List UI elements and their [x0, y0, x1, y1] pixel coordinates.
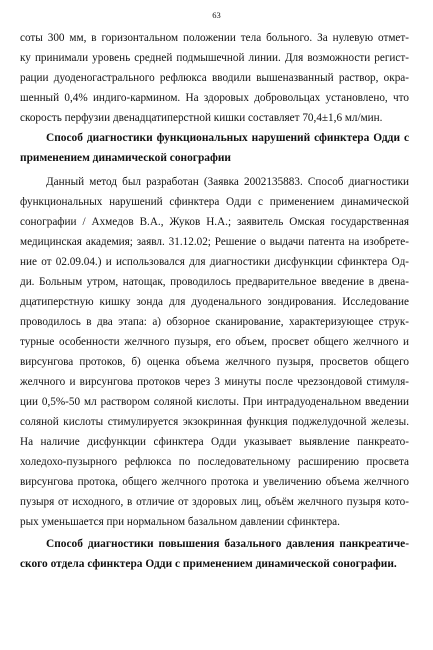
text-line: дцатиперстную кишку зонда для дуоденального зондирования. Исследование — [20, 296, 409, 308]
text-line: рых уменьшается при нормальном базальном давлении сфинктера. — [20, 516, 340, 528]
page-number: 63 — [212, 10, 221, 20]
text-line: ции 0,5%-50 мл раствором соляной кислоты. При интрадуоденальном введении — [20, 396, 409, 408]
text-line: На наличие дисфункции сфинктера Одди указывает выявление панкреато- — [20, 436, 409, 448]
text-line: холедохо-пузырного рефлюкса по последовательному расширению просвета — [20, 456, 409, 468]
text-line: желчного и вирсунгова протоков через 3 минуты после чрezзондовой стимуля- — [20, 376, 409, 388]
text-line: скорость перфузии двенадцатиперстной кишки составляет 70,4±1,6 мл/мин. — [20, 112, 383, 124]
section-heading-line: Способ диагностики функциональных нарушений сфинктера Одди с — [46, 132, 409, 144]
text-line: ку принимали уровень средней подмышечной линии. Для возможности регист- — [20, 52, 409, 64]
text-line: турные особенности желчного пузыря, его объем, просвет общего желчного и — [20, 336, 409, 348]
section-heading-line: Способ диагностики повышения базального давления панкреатиче- — [46, 538, 409, 550]
text-line: проводилось в два этапа: а) обзорное сканирование, характеризующее струк- — [20, 316, 409, 328]
text-line: соляной кислоты стимулируется экзокринная функция поджелудочной железы. — [20, 416, 409, 428]
text-line: вирсунгова протока, общего желчного протока и увеличению объема желчного — [20, 476, 409, 488]
text-line: ние от 02.09.04.) и использовался для диагностики дисфункции сфинктера Од- — [20, 256, 409, 268]
section-heading-line: ского отдела сфинктера Одди с применением динамической сонографии. — [20, 558, 397, 570]
text-line: вирсунгова протоков, б) оценка объема желчного пузыря, просветов общего — [20, 356, 409, 368]
text-line: пузыря от исходного, в отличие от здоровых лиц, объём желчного пузыря кото- — [20, 496, 409, 508]
text-line: рации дуоденогастрального рефлюкса вводили вышеназванный раствор, окра- — [20, 72, 409, 84]
text-line: Данный метод был разработан (Заявка 2002135883. Способ диагностики — [46, 176, 409, 188]
text-line: медицинская академия; заявл. 31.12.02; Решение о выдачи патента на изобрете- — [20, 236, 409, 248]
text-line: функциональных нарушений сфинктера Одди с применением динамической — [20, 196, 409, 208]
text-line: шенный 0,4% индиго-кармином. На здоровых добровольцах установлено, что — [20, 92, 409, 104]
text-line: соты 300 мм, в горизонтальном положении тела больного. За нулевую отмет- — [20, 32, 409, 44]
text-line: сонографии / Ахмедов В.А., Жуков Н.А.; заявитель Омская государственная — [20, 216, 409, 228]
text-line: ди. Больным утром, натощак, проводилось предварительное введение в двена- — [20, 276, 409, 288]
section-heading-line: применением динамической сонографии — [20, 152, 231, 164]
